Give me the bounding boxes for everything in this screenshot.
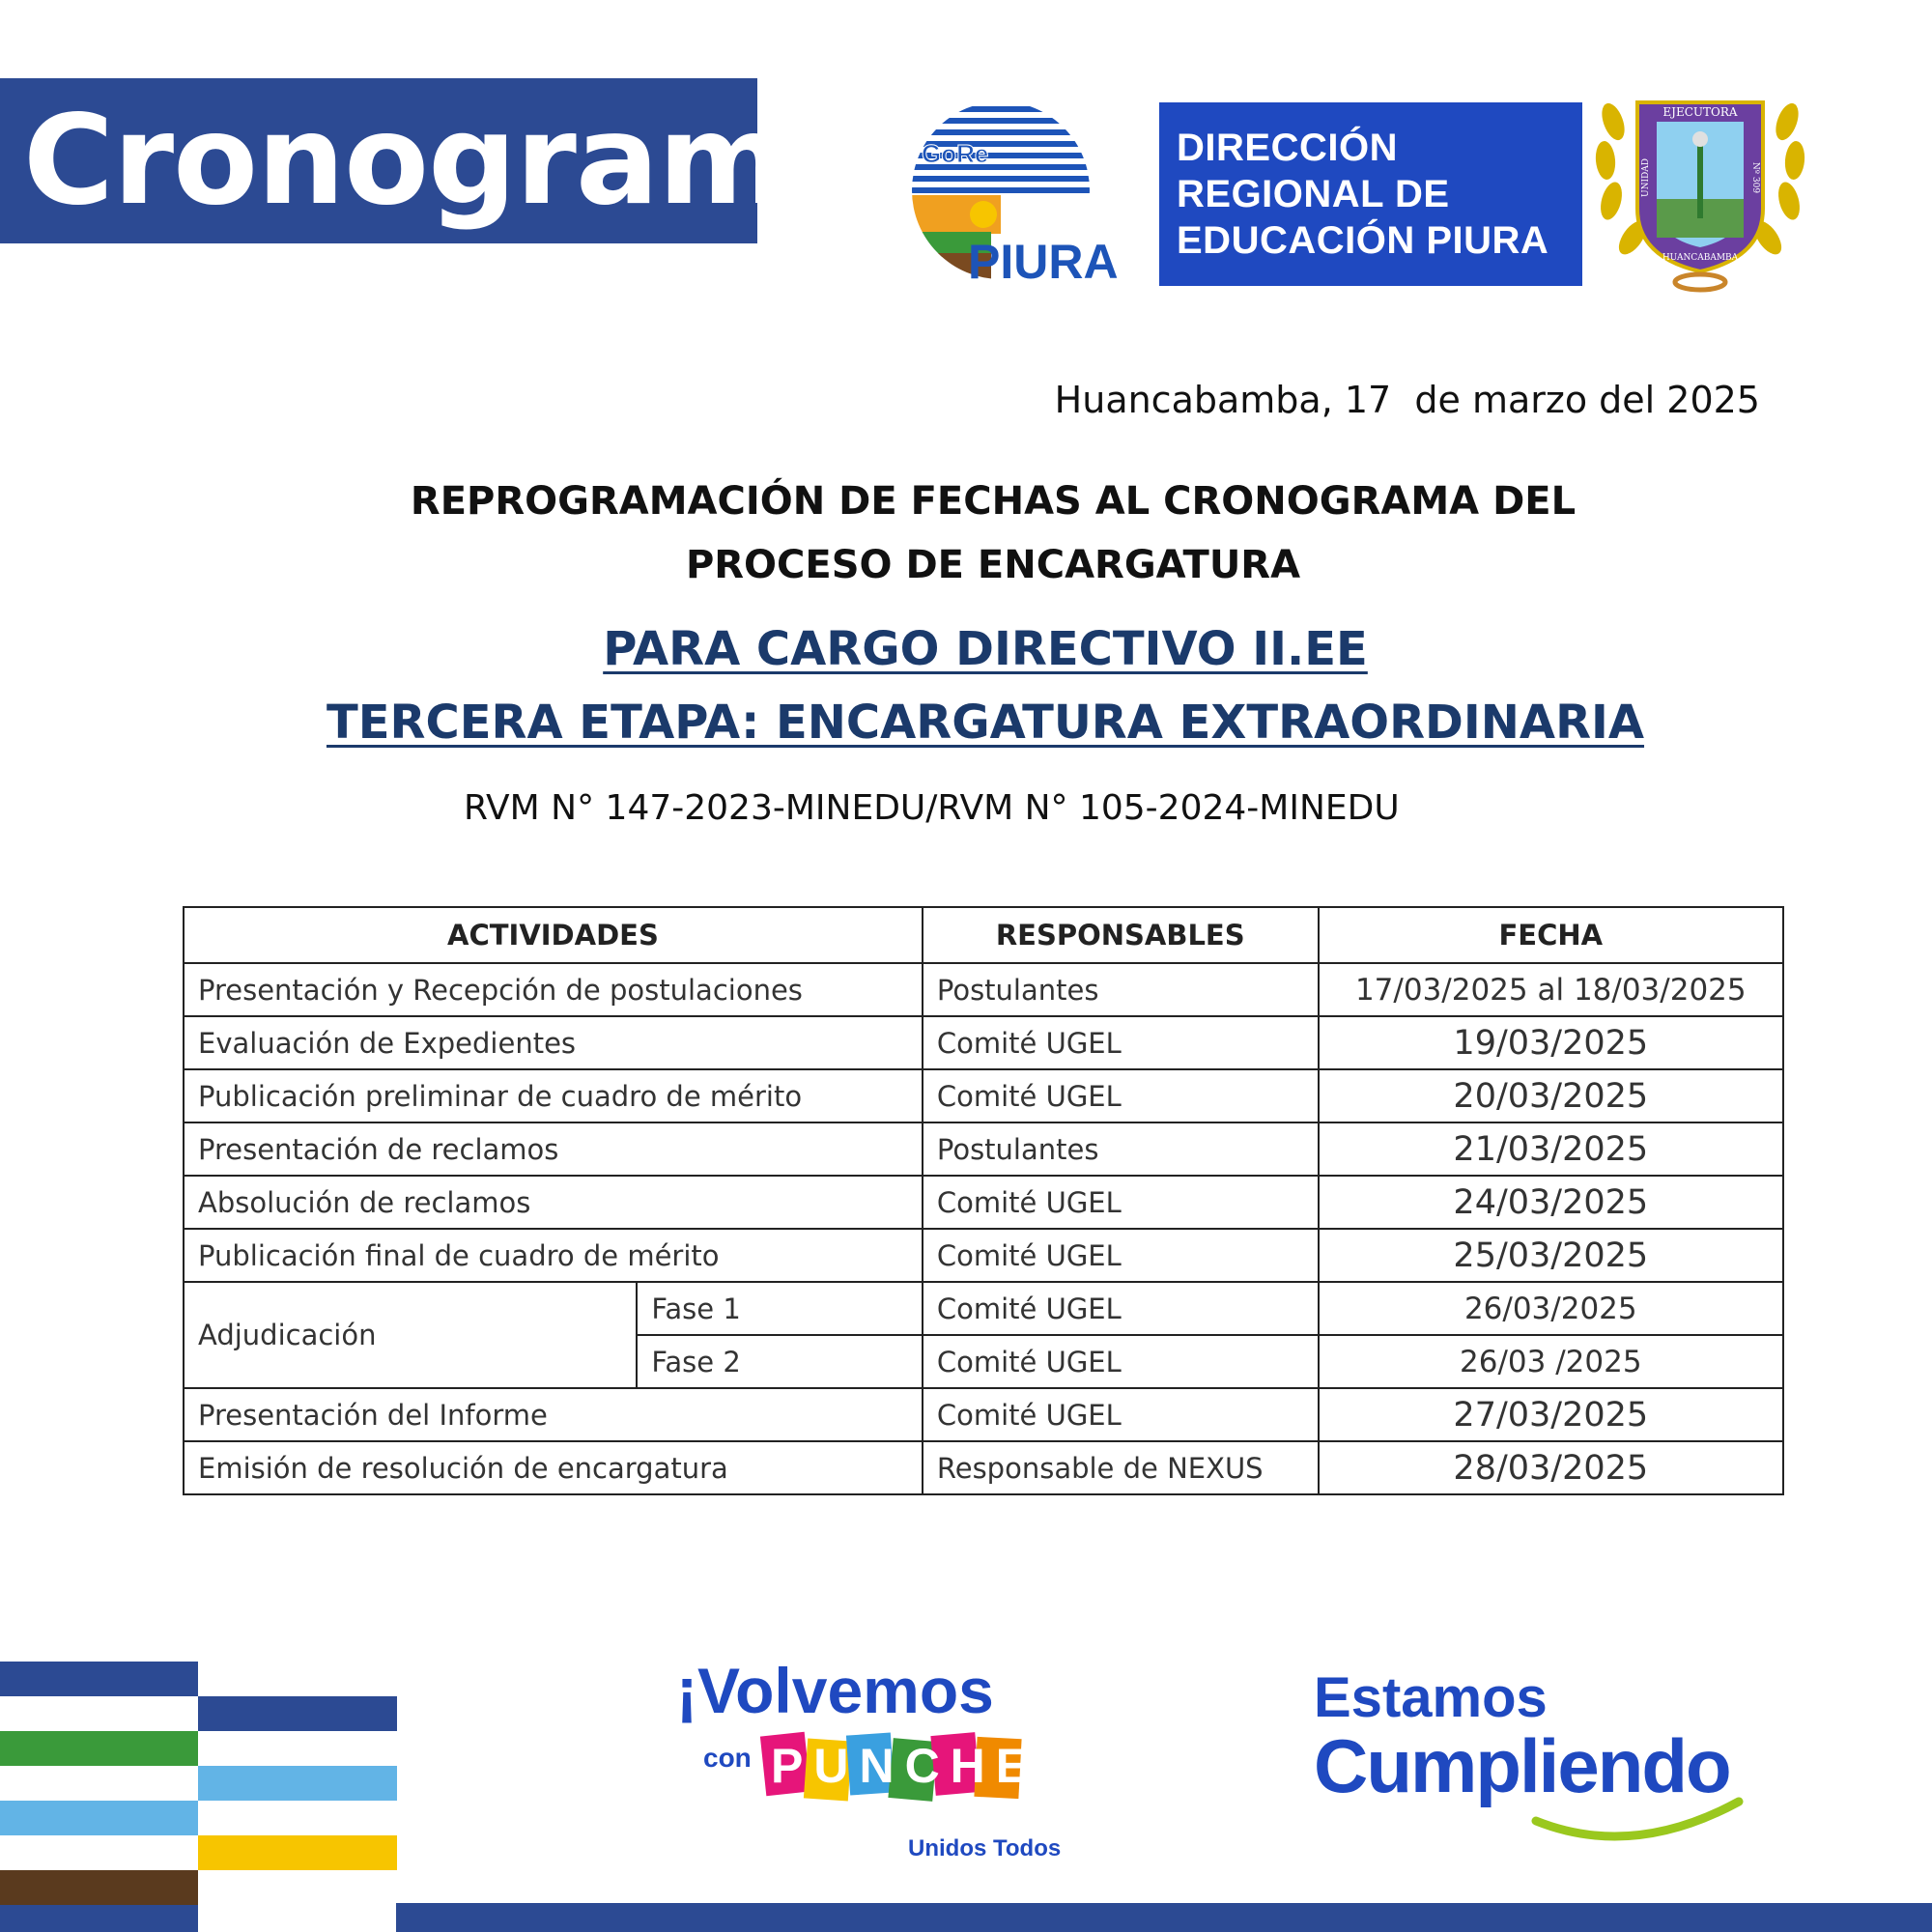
fecha-cell: 28/03/2025 <box>1319 1441 1783 1494</box>
con-text: con <box>703 1743 752 1773</box>
dre-line-1: DIRECCIÓN <box>1177 127 1398 169</box>
fecha-cell: 25/03/2025 <box>1319 1229 1783 1282</box>
responsable-cell: Postulantes <box>923 963 1319 1016</box>
responsable-cell: Postulantes <box>923 1122 1319 1176</box>
actividad-cell: Presentación del Informe <box>184 1388 923 1441</box>
banner-title: Cronograma <box>23 88 868 233</box>
actividad-cell: Evaluación de Expedientes <box>184 1016 923 1069</box>
estamos-cumpliendo-logo <box>1314 1657 1758 1869</box>
subtitle-tercera-etapa: TERCERA ETAPA: ENCARGATURA EXTRAORDINARIA <box>326 696 1645 750</box>
responsable-cell: Comité UGEL <box>923 1016 1319 1069</box>
actividad-cell: Publicación preliminar de cuadro de mérito <box>184 1069 923 1122</box>
table-row <box>184 1069 1783 1122</box>
dre-piura-logo <box>1159 102 1582 286</box>
actividad-cell: Presentación de reclamos <box>184 1122 923 1176</box>
piura-text: PIURA <box>968 235 1119 289</box>
table-row-adjudicacion-fase-1 <box>184 1282 1783 1335</box>
punche-text: PUNCHE! <box>771 1739 1065 1793</box>
estamos-text: Estamos <box>1314 1666 1548 1729</box>
unidos-todos-text: Unidos Todos <box>908 1835 1062 1861</box>
footer-bar <box>396 1903 1932 1932</box>
header-banner <box>0 78 868 243</box>
responsable-cell: Comité UGEL <box>923 1069 1319 1122</box>
gore-text: GoRe <box>922 139 989 168</box>
table-header-row <box>184 907 1783 963</box>
actividad-cell: Emisión de resolución de encargatura <box>184 1441 923 1494</box>
actividad-cell: Absolución de reclamos <box>184 1176 923 1229</box>
fase-cell: Fase 1 <box>637 1282 923 1335</box>
cumpliendo-text: Cumpliendo <box>1314 1723 1730 1808</box>
dre-line-2: REGIONAL DE <box>1177 173 1450 215</box>
crest-top-text: EJECUTORA <box>1662 105 1738 119</box>
table-row <box>184 1016 1783 1069</box>
table-row <box>184 1122 1783 1176</box>
volvemos-text: ¡Volvemos <box>676 1655 994 1726</box>
adjudicacion-cell: Adjudicación <box>184 1282 637 1388</box>
table-row <box>184 1441 1783 1494</box>
dre-line-3: EDUCACIÓN PIURA <box>1177 219 1549 262</box>
table-row <box>184 963 1783 1016</box>
actividad-cell: Publicación final de cuadro de mérito <box>184 1229 923 1282</box>
fase-cell: Fase 2 <box>637 1335 923 1388</box>
fecha-cell: 27/03/2025 <box>1319 1388 1783 1441</box>
schedule-table <box>183 906 1784 1495</box>
table-row <box>184 1388 1783 1441</box>
unidad-ejecutora-crest <box>1584 64 1816 296</box>
rvm-reference: RVM N° 147-2023-MINEDU/RVM N° 105-2024-MINEDU <box>464 788 1400 828</box>
crest-left-text: UNIDAD <box>1641 158 1651 197</box>
table-row <box>184 1229 1783 1282</box>
fecha-cell: 20/03/2025 <box>1319 1069 1783 1122</box>
responsable-cell: Comité UGEL <box>923 1282 1319 1335</box>
header-actividades: ACTIVIDADES <box>184 907 923 963</box>
fecha-cell: 17/03/2025 al 18/03/2025 <box>1319 963 1783 1016</box>
header-responsables: RESPONSABLES <box>923 907 1319 963</box>
fecha-cell: 26/03/2025 <box>1319 1282 1783 1335</box>
fecha-cell: 21/03/2025 <box>1319 1122 1783 1176</box>
fecha-cell: 19/03/2025 <box>1319 1016 1783 1069</box>
crest-bottom-text: HUANCABAMBA <box>1662 253 1739 263</box>
responsable-cell: Responsable de NEXUS <box>923 1441 1319 1494</box>
fecha-cell: 26/03 /2025 <box>1319 1335 1783 1388</box>
footer-stripes-decoration <box>0 1662 406 1932</box>
fecha-cell: 24/03/2025 <box>1319 1176 1783 1229</box>
subtitle-cargo-directivo: PARA CARGO DIRECTIVO II.EE <box>603 622 1368 676</box>
actividad-cell: Presentación y Recepción de postulaciones <box>184 963 923 1016</box>
responsable-cell: Comité UGEL <box>923 1176 1319 1229</box>
title-line-1: REPROGRAMACIÓN DE FECHAS AL CRONOGRAMA DEL <box>410 479 1577 524</box>
volvemos-con-punche-logo <box>676 1637 1082 1879</box>
crest-right-text: Nº 309 <box>1750 161 1760 194</box>
date-line: Huancabamba, 17 de marzo del 2025 <box>1054 379 1760 421</box>
responsable-cell: Comité UGEL <box>923 1229 1319 1282</box>
title-line-2: PROCESO DE ENCARGATURA <box>685 543 1301 587</box>
responsable-cell: Comité UGEL <box>923 1335 1319 1388</box>
gore-piura-logo <box>904 99 1155 292</box>
table-row <box>184 1176 1783 1229</box>
responsable-cell: Comité UGEL <box>923 1388 1319 1441</box>
header-fecha: FECHA <box>1319 907 1783 963</box>
